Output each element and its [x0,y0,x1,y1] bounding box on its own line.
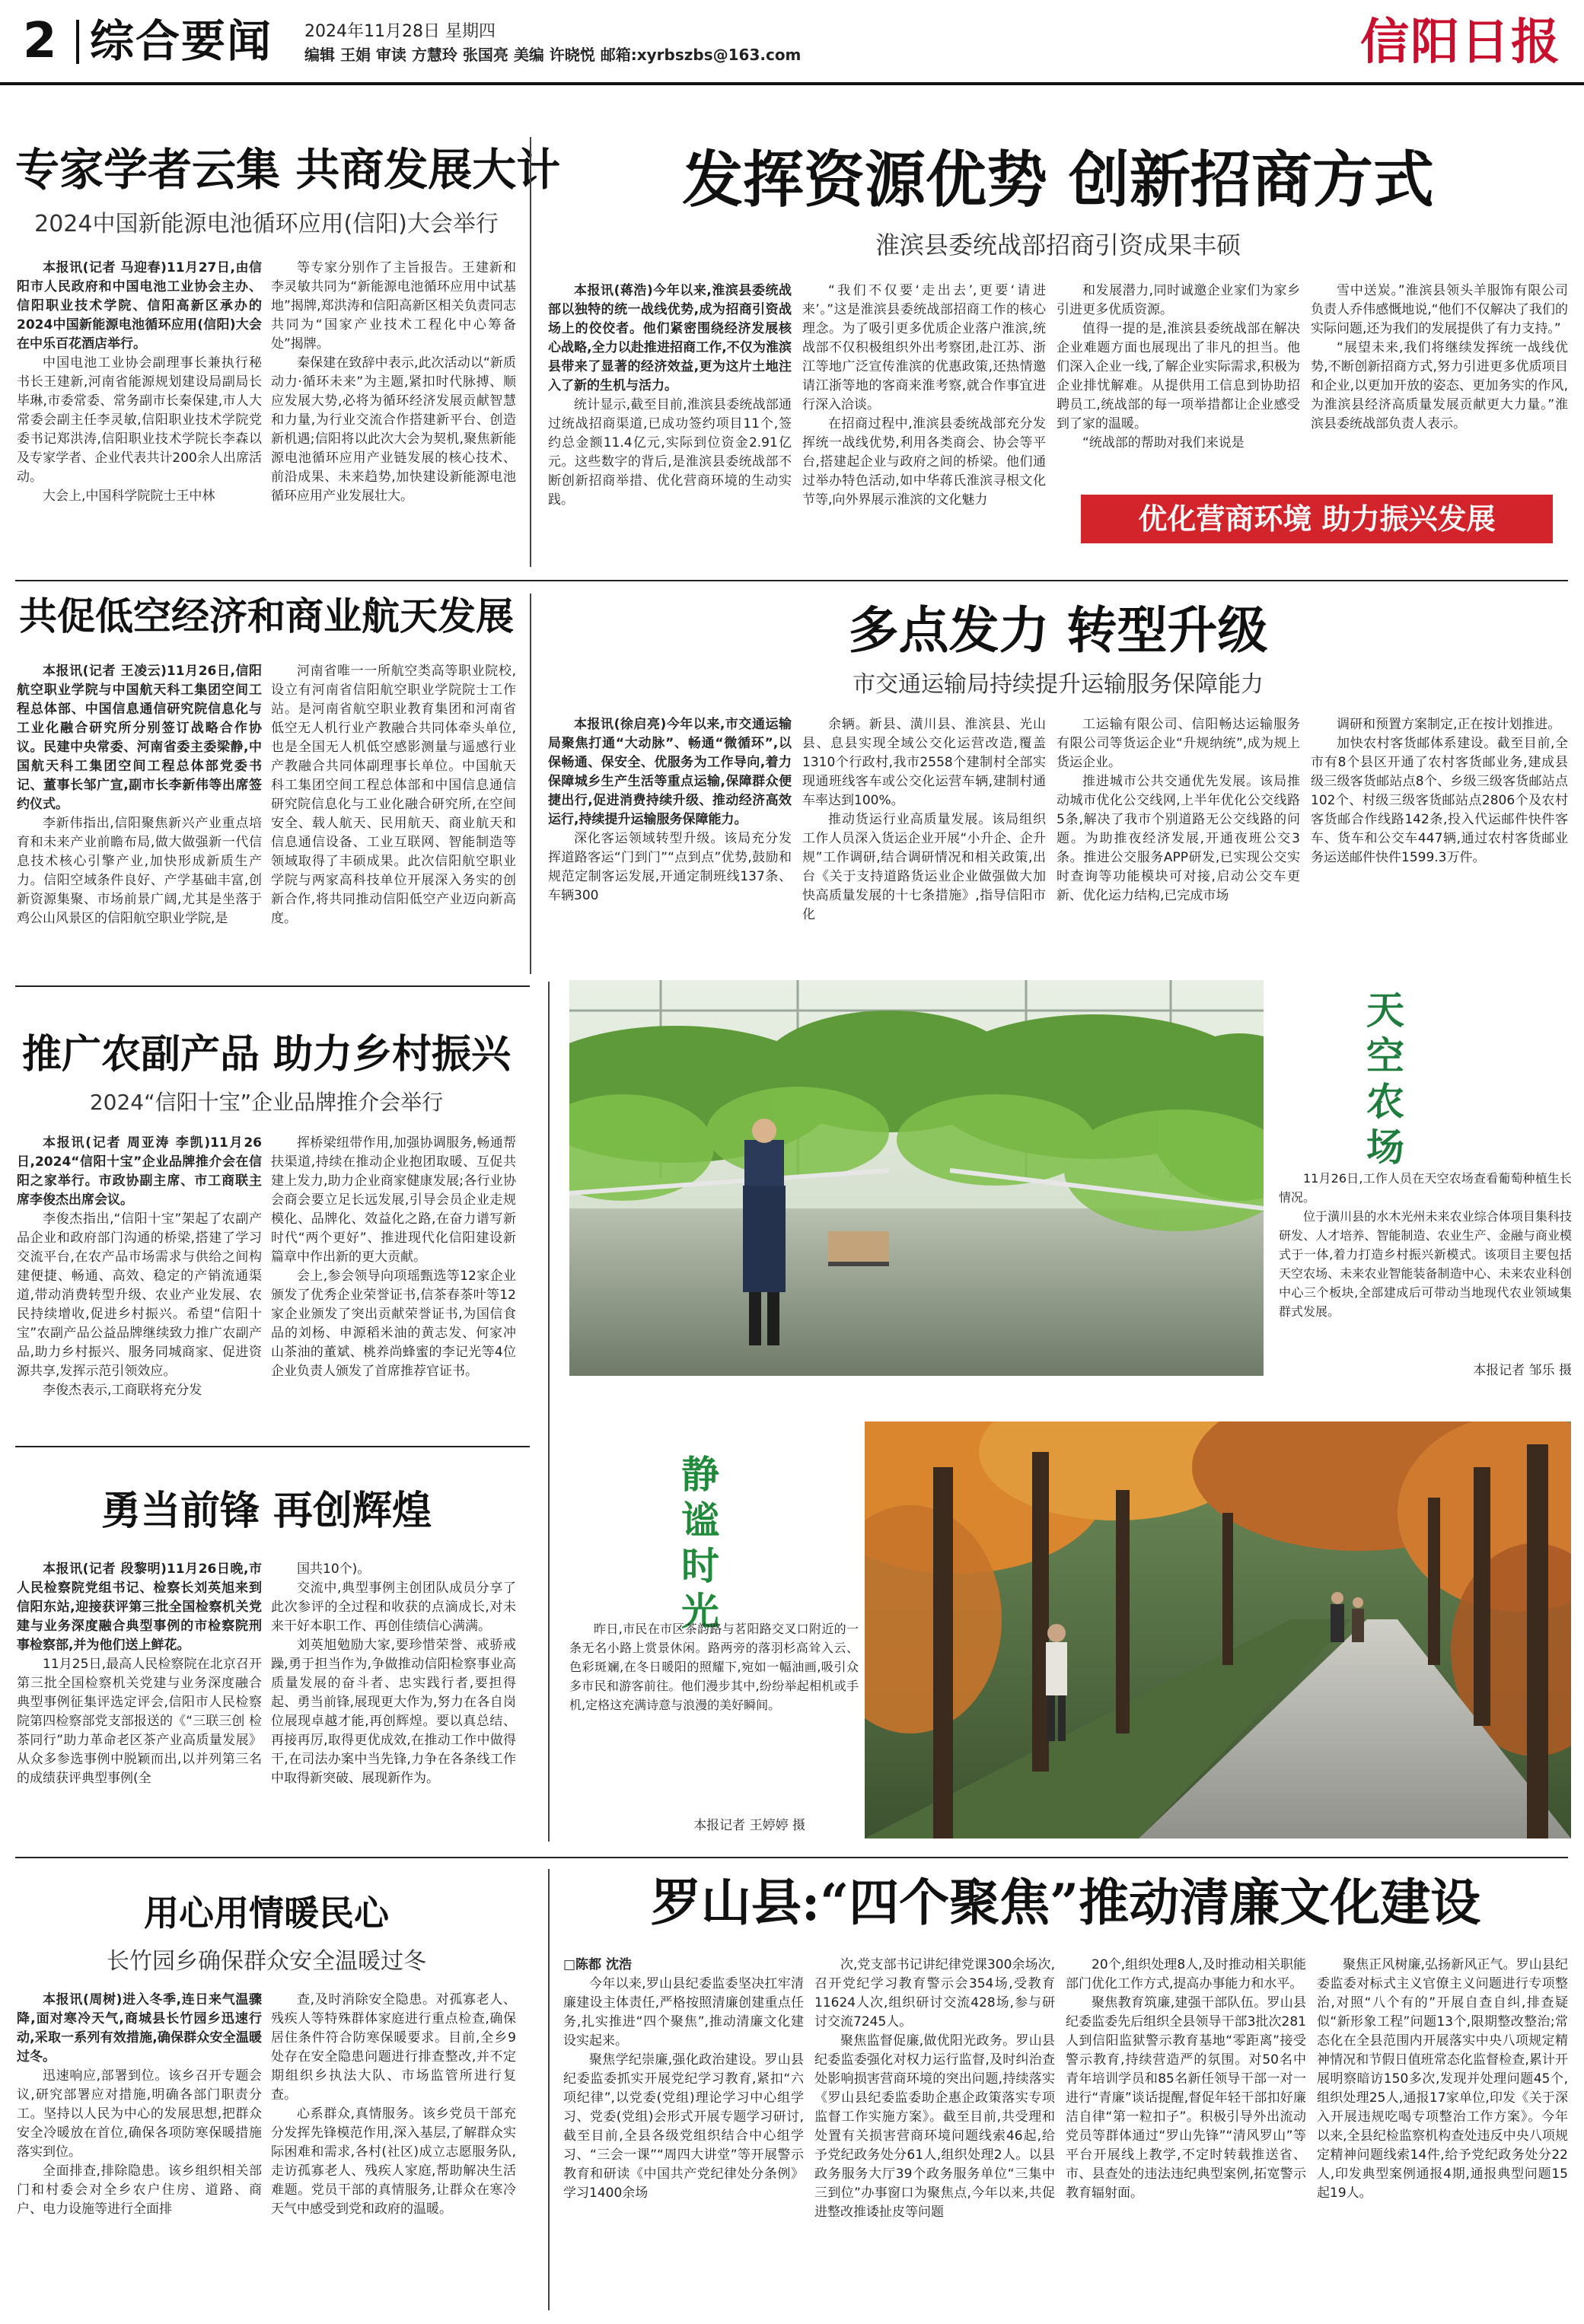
article-paragraph: 秦保建在致辞中表示,此次活动以“新质动力·循环未来”为主题,紧扣时代脉搏、顺应发展大势,必将为循环经济发展贡献智慧和力量,为行业交流合作搭建新平台、创造新机遇;信阳将以此次大会为契机,聚焦新能源电池循环应用产业链发展的核心技术、前沿成果、未来趋势,加快建设新能源电池循环应用产业发展壮大。 [271,355,516,504]
article-title: 罗山县:“四个聚焦”推动清廉文化建设 [650,1873,1481,1932]
article-subtitle: 长竹园乡确保群众安全温暖过冬 [107,1948,426,1975]
article-paragraph: 本报讯(记者 周亚涛 李凯)11月26日,2024“信阳十宝”企业品牌推介会在信阳之家举行。市政协副主席、市工商联主席李俊杰出席会议。 [17,1135,262,1208]
article-paragraph: “展望未来,我们将继续发挥统一战线优势,不断创新招商方式,努力引进更多优质项目和企业,以更加开放的姿态、更加务实的作风,为淮滨县经济高质量发展贡献更大力量。”淮滨县委统战部负责人表示。 [1311,340,1568,431]
article-column [1066,1956,1306,2306]
article-title: 多点发力 转型升级 [848,600,1268,660]
article-paragraph: 推进城市公共交通优先发展。该局推动城市优化公交线网,上半年优化公交线路5条,解决了我市个别道路无公交线路的问题。为助推夜经济发展,开通夜班公交3条。推进公交服务APP研发,已实现公交实时查询等功能模块可对接,启动公交车更新、优化运力结构,已完成市场 [1057,774,1300,903]
article-subtitle: 市交通运输局持续提升运输服务保障能力 [853,671,1264,698]
column-divider [548,982,550,1842]
article-paragraph: 聚焦学纪崇廉,强化政治建设。罗山县纪委监委抓实开展党纪学习教育,紧扣“六项纪律”,以党委(党组)理论学习中心组学习、党委(党组)会形式开展专题学习研讨,截至目前,全县各级党组织结合中心组学习、“三会一课”“周四大讲堂”等开展警示教育和研读《中国共产党纪律处分条例》学习1400余场 [563,2052,804,2201]
section-rule [15,580,1568,581]
column-divider [530,137,531,567]
article-column [17,662,262,970]
article-title: 用心用情暖民心 [144,1893,389,1934]
article-paragraph: 加快农村客货邮体系建设。截至目前,全市有8个县区开通了农村客货邮业务,建成县级三级客货邮站点8个、乡级三级客货邮站点102个、村级三级客货邮站点2806个及农村客货邮合作线路142条,投入代运邮件快件客车、货车和公交车447辆,通过农村客货邮业务运送邮件快件1599.3万件。 [1311,736,1568,865]
staff-line: 编辑 王娟 审读 方慧玲 张国亮 美编 许晓悦 邮箱:xyrbszbs@163.com [304,46,802,64]
article-paragraph: 聚焦正风树廉,弘扬新风正气。罗山县纪委监委对标式主义官僚主义问题进行专项整治,对照“八个有的”开展自查自纠,排查疑似“新形象工程”问题13个,限期整改整治;常态化在全县范围内开展落实中央八项规定精神情况和节假日值班常态化监督检查,累计开展明察暗访150多次,发现并处理问题45个,组织处理25人,通报17家单位,印发《关于深入开展违规吃喝专项整治工作方案》。今年以来,全县纪检监察机构查处违反中央八项规定精神问题线索14件,给予党纪政务处分22人,印发典型案例通报4期,通报典型问题15起19人。 [1317,1957,1568,2201]
article-column [1317,1956,1568,2306]
article-paragraph: 次,党支部书记讲纪律党课300余场次,召开党纪学习教育警示会354场,受教育11624人次,组织研讨交流428场,参与研讨交流7245人。 [814,1957,1055,2030]
article-column [271,662,516,970]
photo-title: 静谧时光 [681,1452,719,1634]
masthead-rule [0,82,1584,85]
article-paragraph: 深化客运领域转型升级。该局充分发挥道路客运“门到门”“点到点”优势,鼓励和规范定制客运发展,开通定制班线137条、车辆300 [548,831,792,903]
article-paragraph: 本报讯(蒋浩)今年以来,淮滨县委统战部以独特的统一战线优势,成为招商引资战场上的佼佼者。他们紧密围绕经济发展核心战略,全力以赴推进招商工作,不仅为淮滨县带来了显著的经济效益,更为这片土地注入了新的生机与活力。 [548,283,792,393]
section-rule [15,985,530,987]
article-column [814,1956,1055,2306]
article-paragraph: 本报讯(周树)进入冬季,连日来气温骤降,面对寒冷天气,商城县长竹园乡迅速行动,采取一系列有效措施,确保群众安全温暖过冬。 [17,1992,262,2065]
article-paragraph: 本报讯(记者 马迎春)11月27日,由信阳市人民政府和中国电池工业协会主办、信阳职业技术学院、信阳高新区承办的2024中国新能源电池循环应用(信阳)大会在中乐百花酒店举行。 [17,260,262,352]
article-paragraph: 迅速响应,部署到位。该乡召开专题会议,研究部署应对措施,明确各部门职责分工。坚持以人民为中心的发展思想,把群众安全冷暖放在首位,确保各项防寒保暖措施落实到位。 [17,2068,262,2160]
article-title: 发挥资源优势 创新招商方式 [682,144,1434,215]
article-column [271,259,516,567]
article-paragraph: 工运输有限公司、信阳畅达运输服务有限公司等货运企业“升规纳统”,成为规上货运企业。 [1057,717,1300,770]
article-paragraph: 刘英旭勉励大家,要珍惜荣誉、戒骄戒躁,勇于担当作为,争做推动信阳检察事业高质量发展的奋斗者、忠实践行者,要担得起、勇当前锋,展现更大作为,努力在各自岗位展现卓越才能,再创辉煌。要以真总结、再接再厉,取得更优成效,在推动工作中做得干,在司法办案中当先锋,力争在各条线工作中取得新突破、展现新作为。 [271,1638,516,1786]
article-paragraph: 11月25日,最高人民检察院在北京召开第三批全国检察机关党建与业务深度融合典型事例征集评选定评会,信阳市人民检察院第四检察部党支部报送的《“三联三创 检茶同行”助力革命老区茶产业高质量发展》从众多参选事例中脱颖而出,以并列第三名的成绩获评典型事例(全 [17,1657,262,1786]
photo-caption [569,1619,859,1810]
article-byline: □陈都 沈浩 [563,1957,632,1972]
article-paragraph: 调研和预置方案制定,正在按计划推进。 [1337,717,1561,732]
caption-paragraph: 11月26日,工作人员在天空农场查看葡萄种植生长情况。 [1279,1171,1572,1205]
article-column [271,1134,516,1438]
article-title: 共促低空经济和商业航天发展 [19,594,514,638]
article-column [1311,282,1568,472]
column-divider [548,1869,550,2310]
article-column [802,282,1046,567]
article-paragraph: 和发展潜力,同时诚邀企业家们为家乡引进更多优质资源。 [1057,283,1300,317]
article-paragraph: 20个,组织处理8人,及时推动相关职能部门优化工作方式,提高办事能力和水平。 [1066,1957,1306,1991]
article-paragraph: 等专家分别作了主旨报告。王建新和李灵敏共同为“新能源电池循环应用中试基地”揭牌,郑洪涛和信阳高新区相关负责同志共同为“国家产业技术工程化中心筹备处”揭牌。 [271,260,516,352]
article-paragraph: 李新伟指出,信阳聚焦新兴产业重点培育和未来产业前瞻布局,做大做强新一代信息技术核心引擎产业,加快形成新质生产力。信阳空域条件良好、产学基础丰富,创新资源集聚、市场前景广阔,尤其是坐落于鸡公山风景区的信阳航空职业学院,是 [17,816,262,926]
greenhouse-photo [569,980,1264,1376]
article-column [802,715,1046,963]
article-subtitle: 淮滨县委统战部招商引资成果丰硕 [875,231,1241,259]
article-paragraph: 推动货运行业高质量发展。该局组织工作人员深入货运企业开展“小升企、企升规”工作调研,结合调研情况和相关政策,出台《关于支持道路货运业企业做强做大加快高质量发展的十七条措施》,指导信阳市化 [802,812,1046,922]
article-column [271,1991,516,2303]
article-paragraph: 心系群众,真情服务。该乡党员干部充分发挥先锋模范作用,深入基层,了解群众实际困难和需求,各村(社区)成立志愿服务队,走访孤寡老人、残疾人家庭,帮助解决生活难题。党员干部的真情服务,让群众在寒冷天气中感受到党和政府的温暖。 [271,2106,516,2217]
article-column [271,1560,516,1845]
forest-path-photo [865,1421,1571,1839]
photo-credit: 本报记者 邹乐 摄 [1473,1363,1572,1378]
article-column [17,1134,262,1438]
photo-title: 天空农场 [1366,988,1404,1170]
article-title: 专家学者云集 共商发展大计 [15,144,561,196]
article-paragraph: 本报讯(记者 段黎明)11月26日晚,市人民检察院党组书记、检察长刘英旭来到信阳东站,迎接获评第三批全国检察机关党建与业务深度融合典型事例的市检察院刑事检察部,并为他们送上鲜花。 [17,1562,262,1653]
caption-paragraph: 昨日,市民在市区茶韵路与茗阳路交叉口附近的一条无名小路上赏景休闲。路两旁的落羽杉高耸入云、色彩斑斓,在冬日暖阳的照耀下,宛如一幅油画,吸引众多市民和游客前往。他们漫步其中,纷纷举起相机或手机,定格这充满诗意与浪漫的美好瞬间。 [569,1622,859,1712]
section-rule [15,1446,530,1447]
article-column [17,259,262,567]
article-paragraph: 在招商过程中,淮滨县委统战部充分发挥统一战线优势,利用各类商会、协会等平台,搭建起企业与政府之间的桥梁。他们通过举办特色活动,如中华蒋氏淮滨寻根文化节等,向外界展示淮滨的文化魅力 [802,416,1046,508]
page-number: 2 [23,13,57,69]
article-paragraph: 余辆。新县、潢川县、淮滨县、光山县、息县实现全域公交化运营改造,覆盖1310个行政村,我市2558个建制村全部实现通班线客车或公交化运营车辆,建制村通车率达到100%。 [802,717,1046,808]
article-paragraph: 河南省唯一一所航空类高等职业院校,设立有河南省信阳航空职业学院院士工作站。是河南省航空职业教育集团和河南省低空无人机行业产教融合共同体牵头单位,也是全国无人机低空感影测量与遥感行业产教融合共同体副理事长单位。中国航天科工集团空间工程总体部和中国信息通信研究院信息化与工业化融合研究所,在空间安全、载人航天、民用航天、商业航天和信息通信设备、工业互联网、智能制造等领域取得了丰硕成果。此次信阳航空职业学院与两家高科技单位开展深入务实的创新合作,将共同推动信阳低空产业迈向新高度。 [271,664,516,926]
article-subtitle: 2024“信阳十宝”企业品牌推介会举行 [89,1090,444,1115]
article-paragraph: “统战部的帮助对我们来说是 [1082,435,1245,450]
article-paragraph: 本报讯(记者 王凌云)11月26日,信阳航空职业学院与中国航天科工集团空间工程总体部、中国信息通信研究院信息化与工业化融合研究所分别签订战略合作协议。民建中央常委、河南省委主委梁静,中国航天科工集团空间工程总体部党委书记、董事长邹广宣,副市长李新伟等出席签约仪式。 [17,664,262,812]
article-column [563,1956,804,2306]
article-paragraph: 李俊杰表示,工商联将充分发 [43,1383,202,1398]
article-column [548,715,792,963]
article-paragraph: 挥桥梁纽带作用,加强协调服务,畅通帮扶渠道,持续在推动企业抱团取暖、互促共建上发力,助力企业商家健康发展;各行业协会商会要立足长远发展,引导会员企业走规模化、品牌化、效益化之路,在奋力谱写新时代“两个更好”、推进现代化信阳建设新篇章中作出新的更大贡献。 [271,1135,516,1265]
article-column [1057,715,1300,963]
article-paragraph: 会上,参会领导向项瑶甄选等12家企业颁发了优秀企业荣誉证书,信茶春茶叶等12家企业颁发了突出贡献荣誉证书,为国信食品的刘杨、申源稻米油的黄志发、何家冲山茶油的董斌、桃养尚蜂蜜的李记光等4位企业负责人颁发了首席推荐官证书。 [271,1269,516,1379]
article-paragraph: “我们不仅要‘走出去’,更要‘请进来’。”这是淮滨县委统战部招商工作的核心理念。为了吸引更多优质企业落户淮滨,统战部不仅积极组织外出考察团,赴江苏、浙江等地广泛宣传淮滨的优惠政策,还热情邀请江浙等地的客商来淮考察,就合作事宜进行深入洽谈。 [802,283,1046,412]
article-paragraph: 中国电池工业协会副理事长兼执行秘书长王建新,河南省能源规划建设局副局长毕琳,市委常委、常务副市长秦保建,市人大常委会副主任李灵敏,信阳职业技术学院党委书记郑洪涛,信阳职业技术学院长李森以及专家学者、企业代表共计200余人出席活动。 [17,355,262,485]
date-line: 2024年11月28日 星期四 [304,22,496,41]
photo-credit: 本报记者 王婷婷 摄 [693,1818,805,1833]
article-paragraph: 今年以来,罗山县纪委监委坚决扛牢清廉建设主体责任,严格按照清廉创建重点任务,扎实推进“四个聚焦”,推动清廉文化建设实起来。 [563,1976,804,2049]
caption-paragraph: 位于潢川县的水木光州未来农业综合体项目集科技研发、人才培养、智能制造、农业生产、金融与商业模式于一体,着力打造乡村振兴新模式。该项目主要包括天空农场、未来农业智能装备制造中心、未来农业科创中心三个板块,全部建成后可带动当地现代农业领域集群式发展。 [1279,1209,1572,1319]
article-column [17,1560,262,1845]
column-divider [530,594,531,974]
article-paragraph: 统计显示,截至目前,淮滨县委统战部通过统战招商渠道,已成功签约项目11个,签约总金额11.4亿元,实际到位资金2.91亿元。这些数字的背后,是淮滨县委统战部不断创新招商举措、优化营商环境的生动实践。 [548,397,792,508]
article-paragraph: 交流中,典型事例主创团队成员分享了此次参评的全过程和收获的点滴成长,对未来干好本职工作、再创佳绩信心满满。 [271,1581,516,1634]
article-title: 勇当前锋 再创辉煌 [100,1488,432,1534]
article-paragraph: 值得一提的是,淮滨县委统战部在解决企业难题方面也展现出了非凡的担当。他们深入企业一线,了解企业实际需求,积极为企业排忧解难。从提供用工信息到协助招聘员工,统战部的每一项举措都让企业感受到了家的温暖。 [1057,321,1300,431]
article-paragraph: 李俊杰指出,“信阳十宝”架起了农副产品企业和政府部门沟通的桥梁,搭建了学习交流平台,在农产品市场需求与供给之间构建便捷、畅通、高效、稳定的产销流通渠道,带动消费转型升级、农业产业发展、农民持续增收,促进乡村振兴。希望“信阳十宝”农副产品公益品牌继续致力推广农副产品,助力乡村振兴、服务同城商家、促进资源共享,发挥示范引领效应。 [17,1211,262,1379]
section-rule [15,1857,1568,1858]
article-subtitle: 2024中国新能源电池循环应用(信阳)大会举行 [34,211,499,237]
article-paragraph: 聚焦监督促廉,做优阳光政务。罗山县纪委监委强化对权力运行监督,及时纠治查处影响损害营商环境的突出问题,持续落实《罗山县纪委监委助企惠企政策落实专项监督工作实施方案》。截至目前,共受理和处置有关损害营商环境问题线索46起,给予党纪政务处分61人,组织处理2人。以县政务服务大厅39个政务服务单位“三集中三到位”办事窗口为聚焦点,今年以来,共促进整改推诿扯皮等问题 [814,2033,1055,2220]
article-column [17,1991,262,2303]
article-paragraph: 查,及时消除安全隐患。对孤寡老人、残疾人等特殊群体家庭进行重点检查,确保居住条件符合防寒保暖要求。目前,全乡9处存在安全隐患问题进行排查整改,并不定期组织乡执法大队、市场监管所进行复查。 [271,1992,516,2103]
article-column [1311,715,1568,963]
section-name: 综合要闻 [90,15,273,67]
article-paragraph: 大会上,中国科学院院士王中林 [43,489,215,504]
article-title: 推广农副产品 助力乡村振兴 [21,1031,512,1078]
article-paragraph: 雪中送炭。”淮滨县领头羊服饰有限公司负责人乔伟感慨地说,“他们不仅解决了我们的实际问题,还为我们的发展提供了有力支持。” [1311,283,1568,336]
article-paragraph: 国共10个)。 [297,1562,371,1577]
newspaper-logo: 信阳日报 [1360,14,1561,71]
masthead-divider [76,20,79,64]
article-paragraph: 聚焦教育筑廉,建强干部队伍。罗山县纪委监委先后组织全县领导干部3批次281人到信阳监狱警示教育基地“零距离”接受警示教育,持续营造严的氛围。对50名中青年培训学员和85名新任领导干部一对一进行“青廉”谈话提醒,督促年轻干部扣好廉洁自律“第一粒扣子”。积极引导外出流动党员等群体通过“罗山先锋”“清风罗山”等平台开展线上教学,不定时转载推送省、市、县查处的违法违纪典型案例,拓宽警示教育辐射面。 [1066,1995,1306,2201]
article-paragraph: 本报讯(徐启亮)今年以来,市交通运输局聚焦打通“大动脉”、畅通“微循环”,以保畅通、保安全、优服务为工作导向,着力保障城乡生产生活等重点运输,保障群众便捷出行,促进消费持续升级、推动经济高效运行,持续提升运输服务保障能力。 [548,717,792,827]
slogan-banner: 优化营商环境 助力振兴发展 [1081,495,1553,543]
article-column [548,282,792,567]
photo-caption [1279,1169,1572,1359]
article-paragraph: 全面排查,排除隐患。该乡组织相关部门和村委会对全乡农户住房、道路、商户、电力设施等进行全面排 [17,2163,262,2217]
